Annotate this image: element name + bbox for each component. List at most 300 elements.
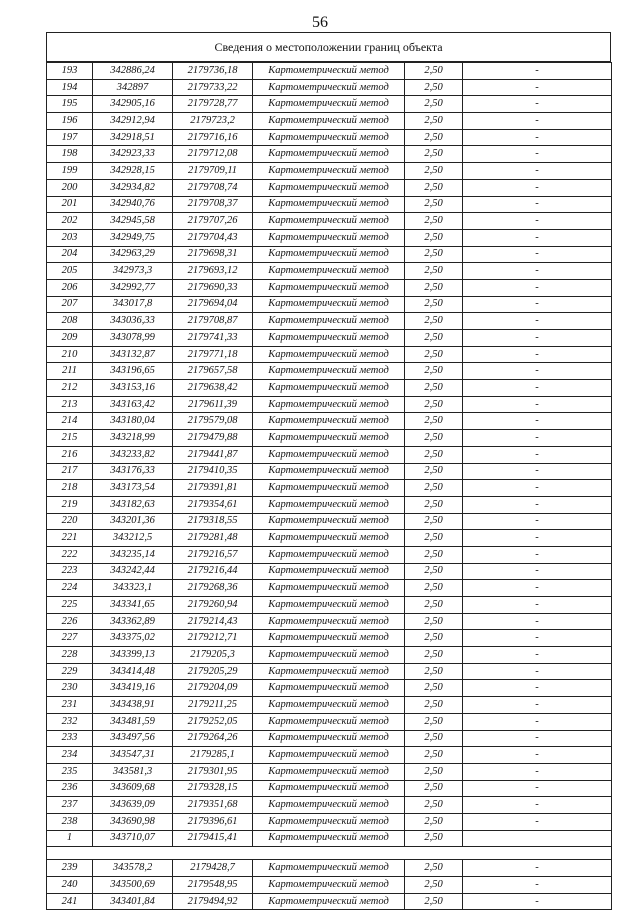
y-coordinate-cell: 2179285,1 [173, 747, 253, 764]
method-cell: Картометрический метод [253, 146, 405, 163]
point-number-cell: 223 [47, 563, 93, 580]
description-cell: - [463, 546, 612, 563]
point-number-cell: 241 [47, 893, 93, 910]
description-cell: - [463, 246, 612, 263]
point-number-cell: 199 [47, 163, 93, 180]
y-coordinate-cell: 2179441,87 [173, 446, 253, 463]
description-cell: - [463, 893, 612, 910]
x-coordinate-cell: 343578,2 [93, 860, 173, 877]
table-row [47, 396, 612, 413]
point-number-cell: 210 [47, 346, 93, 363]
table-row [47, 163, 612, 180]
description-cell: - [463, 296, 612, 313]
method-cell: Картометрический метод [253, 730, 405, 747]
x-coordinate-cell: 342992,77 [93, 279, 173, 296]
y-coordinate-cell: 2179709,11 [173, 163, 253, 180]
method-cell: Картометрический метод [253, 313, 405, 330]
x-coordinate-cell: 343341,65 [93, 597, 173, 614]
accuracy-cell: 2,50 [405, 129, 463, 146]
description-cell: - [463, 597, 612, 614]
table-row [47, 279, 612, 296]
table-row [47, 179, 612, 196]
accuracy-cell: 2,50 [405, 546, 463, 563]
x-coordinate-cell: 343323,1 [93, 580, 173, 597]
description-cell: - [463, 380, 612, 397]
table-row [47, 380, 612, 397]
accuracy-cell: 2,50 [405, 279, 463, 296]
x-coordinate-cell: 342886,24 [93, 63, 173, 80]
accuracy-cell: 2,50 [405, 813, 463, 830]
accuracy-cell: 2,50 [405, 296, 463, 313]
accuracy-cell: 2,50 [405, 196, 463, 213]
x-coordinate-cell: 343609,68 [93, 780, 173, 797]
accuracy-cell: 2,50 [405, 680, 463, 697]
accuracy-cell: 2,50 [405, 430, 463, 447]
accuracy-cell: 2,50 [405, 630, 463, 647]
table-row [47, 530, 612, 547]
x-coordinate-cell: 343233,82 [93, 446, 173, 463]
point-number-cell: 216 [47, 446, 93, 463]
table-row [47, 446, 612, 463]
description-cell: - [463, 763, 612, 780]
x-coordinate-cell: 343547,31 [93, 747, 173, 764]
table-row [47, 96, 612, 113]
y-coordinate-cell: 2179351,68 [173, 797, 253, 814]
y-coordinate-cell: 2179712,08 [173, 146, 253, 163]
description-cell: - [463, 229, 612, 246]
table-row [47, 196, 612, 213]
table-row [47, 580, 612, 597]
accuracy-cell: 2,50 [405, 513, 463, 530]
point-number-cell: 203 [47, 229, 93, 246]
point-number-cell: 230 [47, 680, 93, 697]
y-coordinate-cell: 2179579,08 [173, 413, 253, 430]
x-coordinate-cell: 343235,14 [93, 546, 173, 563]
accuracy-cell: 2,50 [405, 747, 463, 764]
method-cell: Картометрический метод [253, 797, 405, 814]
method-cell: Картометрический метод [253, 229, 405, 246]
method-cell: Картометрический метод [253, 513, 405, 530]
y-coordinate-cell: 2179611,39 [173, 396, 253, 413]
accuracy-cell: 2,50 [405, 877, 463, 894]
x-coordinate-cell: 343132,87 [93, 346, 173, 363]
x-coordinate-cell: 342940,76 [93, 196, 173, 213]
y-coordinate-cell: 2179707,26 [173, 213, 253, 230]
y-coordinate-cell: 2179693,12 [173, 263, 253, 280]
table-row [47, 79, 612, 96]
method-cell: Картометрический метод [253, 346, 405, 363]
description-cell [463, 830, 612, 847]
description-cell: - [463, 263, 612, 280]
description-cell: - [463, 363, 612, 380]
x-coordinate-cell: 342918,51 [93, 129, 173, 146]
point-number-cell: 229 [47, 663, 93, 680]
table-row [47, 613, 612, 630]
y-coordinate-cell: 2179638,42 [173, 380, 253, 397]
accuracy-cell: 2,50 [405, 96, 463, 113]
accuracy-cell: 2,50 [405, 797, 463, 814]
accuracy-cell: 2,50 [405, 713, 463, 730]
point-number-cell: 228 [47, 647, 93, 664]
description-cell: - [463, 346, 612, 363]
method-cell: Картометрический метод [253, 96, 405, 113]
method-cell: Картометрический метод [253, 860, 405, 877]
method-cell: Картометрический метод [253, 530, 405, 547]
separator-cell [47, 847, 612, 860]
point-number-cell: 195 [47, 96, 93, 113]
table-row [47, 313, 612, 330]
method-cell: Картометрический метод [253, 396, 405, 413]
x-coordinate-cell: 343438,91 [93, 697, 173, 714]
x-coordinate-cell: 343690,98 [93, 813, 173, 830]
table-row [47, 413, 612, 430]
method-cell: Картометрический метод [253, 563, 405, 580]
y-coordinate-cell: 2179204,09 [173, 680, 253, 697]
point-number-cell: 227 [47, 630, 93, 647]
table-row [47, 663, 612, 680]
method-cell: Картометрический метод [253, 663, 405, 680]
y-coordinate-cell: 2179205,3 [173, 647, 253, 664]
y-coordinate-cell: 2179698,31 [173, 246, 253, 263]
table-row [47, 496, 612, 513]
table-row [47, 630, 612, 647]
point-number-cell: 240 [47, 877, 93, 894]
description-cell: - [463, 113, 612, 130]
accuracy-cell: 2,50 [405, 229, 463, 246]
point-number-cell: 221 [47, 530, 93, 547]
x-coordinate-cell: 343218,99 [93, 430, 173, 447]
description-cell: - [463, 430, 612, 447]
table-row [47, 830, 612, 847]
accuracy-cell: 2,50 [405, 463, 463, 480]
table-row [47, 747, 612, 764]
table-row [47, 713, 612, 730]
table-row [47, 213, 612, 230]
description-cell: - [463, 680, 612, 697]
point-number-cell: 237 [47, 797, 93, 814]
description-cell: - [463, 513, 612, 530]
x-coordinate-cell: 343163,42 [93, 396, 173, 413]
table-row [47, 129, 612, 146]
accuracy-cell: 2,50 [405, 763, 463, 780]
table-row [47, 246, 612, 263]
y-coordinate-cell: 2179281,48 [173, 530, 253, 547]
y-coordinate-cell: 2179410,35 [173, 463, 253, 480]
x-coordinate-cell: 343419,16 [93, 680, 173, 697]
x-coordinate-cell: 343399,13 [93, 647, 173, 664]
x-coordinate-cell: 343196,65 [93, 363, 173, 380]
method-cell: Картометрический метод [253, 830, 405, 847]
point-number-cell: 198 [47, 146, 93, 163]
x-coordinate-cell: 342963,29 [93, 246, 173, 263]
table-row [47, 513, 612, 530]
x-coordinate-cell: 342912,94 [93, 113, 173, 130]
point-number-cell: 220 [47, 513, 93, 530]
y-coordinate-cell: 2179708,37 [173, 196, 253, 213]
y-coordinate-cell: 2179741,33 [173, 330, 253, 347]
y-coordinate-cell: 2179415,41 [173, 830, 253, 847]
method-cell: Картометрический метод [253, 63, 405, 80]
method-cell: Картометрический метод [253, 213, 405, 230]
x-coordinate-cell: 342905,16 [93, 96, 173, 113]
table-row [47, 346, 612, 363]
y-coordinate-cell: 2179328,15 [173, 780, 253, 797]
description-cell: - [463, 96, 612, 113]
x-coordinate-cell: 343153,16 [93, 380, 173, 397]
method-cell: Картометрический метод [253, 179, 405, 196]
description-cell: - [463, 797, 612, 814]
y-coordinate-cell: 2179716,16 [173, 129, 253, 146]
y-coordinate-cell: 2179657,58 [173, 363, 253, 380]
description-cell: - [463, 663, 612, 680]
y-coordinate-cell: 2179708,87 [173, 313, 253, 330]
y-coordinate-cell: 2179205,29 [173, 663, 253, 680]
point-number-cell: 218 [47, 480, 93, 497]
x-coordinate-cell: 342923,33 [93, 146, 173, 163]
table-row [47, 330, 612, 347]
accuracy-cell: 2,50 [405, 313, 463, 330]
y-coordinate-cell: 2179216,57 [173, 546, 253, 563]
coordinates-table [46, 62, 612, 910]
description-cell: - [463, 313, 612, 330]
accuracy-cell: 2,50 [405, 179, 463, 196]
method-cell: Картометрический метод [253, 546, 405, 563]
table-row [47, 563, 612, 580]
method-cell: Картометрический метод [253, 813, 405, 830]
y-coordinate-cell: 2179268,36 [173, 580, 253, 597]
y-coordinate-cell: 2179548,95 [173, 877, 253, 894]
description-cell: - [463, 446, 612, 463]
accuracy-cell: 2,50 [405, 396, 463, 413]
accuracy-cell: 2,50 [405, 163, 463, 180]
separator-row [47, 847, 612, 860]
table-row [47, 229, 612, 246]
section-title: Сведения о местоположении границ объекта [46, 32, 611, 62]
point-number-cell: 194 [47, 79, 93, 96]
description-cell: - [463, 630, 612, 647]
point-number-cell: 205 [47, 263, 93, 280]
table-row [47, 113, 612, 130]
x-coordinate-cell: 343581,3 [93, 763, 173, 780]
point-number-cell: 209 [47, 330, 93, 347]
method-cell: Картометрический метод [253, 496, 405, 513]
accuracy-cell: 2,50 [405, 113, 463, 130]
method-cell: Картометрический метод [253, 246, 405, 263]
x-coordinate-cell: 343414,48 [93, 663, 173, 680]
y-coordinate-cell: 2179728,77 [173, 96, 253, 113]
y-coordinate-cell: 2179216,44 [173, 563, 253, 580]
accuracy-cell: 2,50 [405, 480, 463, 497]
accuracy-cell: 2,50 [405, 213, 463, 230]
method-cell: Картометрический метод [253, 163, 405, 180]
table-row [47, 730, 612, 747]
point-number-cell: 204 [47, 246, 93, 263]
description-cell: - [463, 163, 612, 180]
x-coordinate-cell: 343401,84 [93, 893, 173, 910]
x-coordinate-cell: 342973,3 [93, 263, 173, 280]
x-coordinate-cell: 343362,89 [93, 613, 173, 630]
y-coordinate-cell: 2179211,25 [173, 697, 253, 714]
description-cell: - [463, 179, 612, 196]
table-row [47, 797, 612, 814]
description-cell: - [463, 396, 612, 413]
description-cell: - [463, 79, 612, 96]
point-number-cell: 1 [47, 830, 93, 847]
point-number-cell: 234 [47, 747, 93, 764]
table-row [47, 146, 612, 163]
x-coordinate-cell: 343182,63 [93, 496, 173, 513]
accuracy-cell: 2,50 [405, 613, 463, 630]
accuracy-cell: 2,50 [405, 580, 463, 597]
x-coordinate-cell: 343212,5 [93, 530, 173, 547]
method-cell: Картометрический метод [253, 129, 405, 146]
y-coordinate-cell: 2179428,7 [173, 860, 253, 877]
accuracy-cell: 2,50 [405, 146, 463, 163]
description-cell: - [463, 413, 612, 430]
description-cell: - [463, 613, 612, 630]
x-coordinate-cell: 343078,99 [93, 330, 173, 347]
method-cell: Картометрический метод [253, 463, 405, 480]
description-cell: - [463, 279, 612, 296]
accuracy-cell: 2,50 [405, 363, 463, 380]
page-number: 56 [312, 14, 328, 31]
description-cell: - [463, 463, 612, 480]
y-coordinate-cell: 2179708,74 [173, 179, 253, 196]
table-row [47, 860, 612, 877]
method-cell: Картометрический метод [253, 713, 405, 730]
x-coordinate-cell: 343180,04 [93, 413, 173, 430]
accuracy-cell: 2,50 [405, 647, 463, 664]
method-cell: Картометрический метод [253, 780, 405, 797]
table-row [47, 463, 612, 480]
x-coordinate-cell: 343173,54 [93, 480, 173, 497]
description-cell: - [463, 530, 612, 547]
method-cell: Картометрический метод [253, 430, 405, 447]
description-cell: - [463, 480, 612, 497]
point-number-cell: 215 [47, 430, 93, 447]
accuracy-cell: 2,50 [405, 697, 463, 714]
x-coordinate-cell: 343375,02 [93, 630, 173, 647]
y-coordinate-cell: 2179723,2 [173, 113, 253, 130]
x-coordinate-cell: 343242,44 [93, 563, 173, 580]
point-number-cell: 197 [47, 129, 93, 146]
x-coordinate-cell: 343481,59 [93, 713, 173, 730]
accuracy-cell: 2,50 [405, 263, 463, 280]
description-cell: - [463, 146, 612, 163]
point-number-cell: 226 [47, 613, 93, 630]
y-coordinate-cell: 2179694,04 [173, 296, 253, 313]
method-cell: Картометрический метод [253, 446, 405, 463]
y-coordinate-cell: 2179214,43 [173, 613, 253, 630]
description-cell: - [463, 780, 612, 797]
accuracy-cell: 2,50 [405, 530, 463, 547]
method-cell: Картометрический метод [253, 79, 405, 96]
point-number-cell: 235 [47, 763, 93, 780]
accuracy-cell: 2,50 [405, 446, 463, 463]
method-cell: Картометрический метод [253, 580, 405, 597]
accuracy-cell: 2,50 [405, 330, 463, 347]
x-coordinate-cell: 342934,82 [93, 179, 173, 196]
point-number-cell: 202 [47, 213, 93, 230]
description-cell: - [463, 697, 612, 714]
point-number-cell: 196 [47, 113, 93, 130]
table-row [47, 780, 612, 797]
method-cell: Картометрический метод [253, 330, 405, 347]
method-cell: Картометрический метод [253, 697, 405, 714]
y-coordinate-cell: 2179301,95 [173, 763, 253, 780]
point-number-cell: 219 [47, 496, 93, 513]
y-coordinate-cell: 2179479,88 [173, 430, 253, 447]
method-cell: Картометрический метод [253, 380, 405, 397]
accuracy-cell: 2,50 [405, 830, 463, 847]
accuracy-cell: 2,50 [405, 860, 463, 877]
accuracy-cell: 2,50 [405, 663, 463, 680]
accuracy-cell: 2,50 [405, 893, 463, 910]
method-cell: Картометрический метод [253, 630, 405, 647]
method-cell: Картометрический метод [253, 680, 405, 697]
method-cell: Картометрический метод [253, 877, 405, 894]
x-coordinate-cell: 343639,09 [93, 797, 173, 814]
description-cell: - [463, 713, 612, 730]
x-coordinate-cell: 342928,15 [93, 163, 173, 180]
point-number-cell: 225 [47, 597, 93, 614]
y-coordinate-cell: 2179260,94 [173, 597, 253, 614]
point-number-cell: 208 [47, 313, 93, 330]
point-number-cell: 231 [47, 697, 93, 714]
y-coordinate-cell: 2179396,61 [173, 813, 253, 830]
method-cell: Картометрический метод [253, 647, 405, 664]
method-cell: Картометрический метод [253, 597, 405, 614]
point-number-cell: 239 [47, 860, 93, 877]
description-cell: - [463, 563, 612, 580]
coordinates-table-body [47, 63, 612, 910]
point-number-cell: 201 [47, 196, 93, 213]
method-cell: Картометрический метод [253, 296, 405, 313]
description-cell: - [463, 647, 612, 664]
y-coordinate-cell: 2179264,26 [173, 730, 253, 747]
y-coordinate-cell: 2179354,61 [173, 496, 253, 513]
point-number-cell: 200 [47, 179, 93, 196]
method-cell: Картометрический метод [253, 413, 405, 430]
y-coordinate-cell: 2179733,22 [173, 79, 253, 96]
accuracy-cell: 2,50 [405, 597, 463, 614]
point-number-cell: 212 [47, 380, 93, 397]
method-cell: Картометрический метод [253, 363, 405, 380]
x-coordinate-cell: 342897 [93, 79, 173, 96]
point-number-cell: 213 [47, 396, 93, 413]
table-row [47, 363, 612, 380]
method-cell: Картометрический метод [253, 196, 405, 213]
accuracy-cell: 2,50 [405, 246, 463, 263]
point-number-cell: 233 [47, 730, 93, 747]
description-cell: - [463, 580, 612, 597]
table-row [47, 480, 612, 497]
description-cell: - [463, 730, 612, 747]
table-row [47, 430, 612, 447]
table-row [47, 597, 612, 614]
y-coordinate-cell: 2179212,71 [173, 630, 253, 647]
description-cell: - [463, 213, 612, 230]
table-row [47, 296, 612, 313]
point-number-cell: 222 [47, 546, 93, 563]
description-cell: - [463, 813, 612, 830]
table-row [47, 680, 612, 697]
point-number-cell: 193 [47, 63, 93, 80]
point-number-cell: 214 [47, 413, 93, 430]
point-number-cell: 238 [47, 813, 93, 830]
description-cell: - [463, 330, 612, 347]
point-number-cell: 206 [47, 279, 93, 296]
